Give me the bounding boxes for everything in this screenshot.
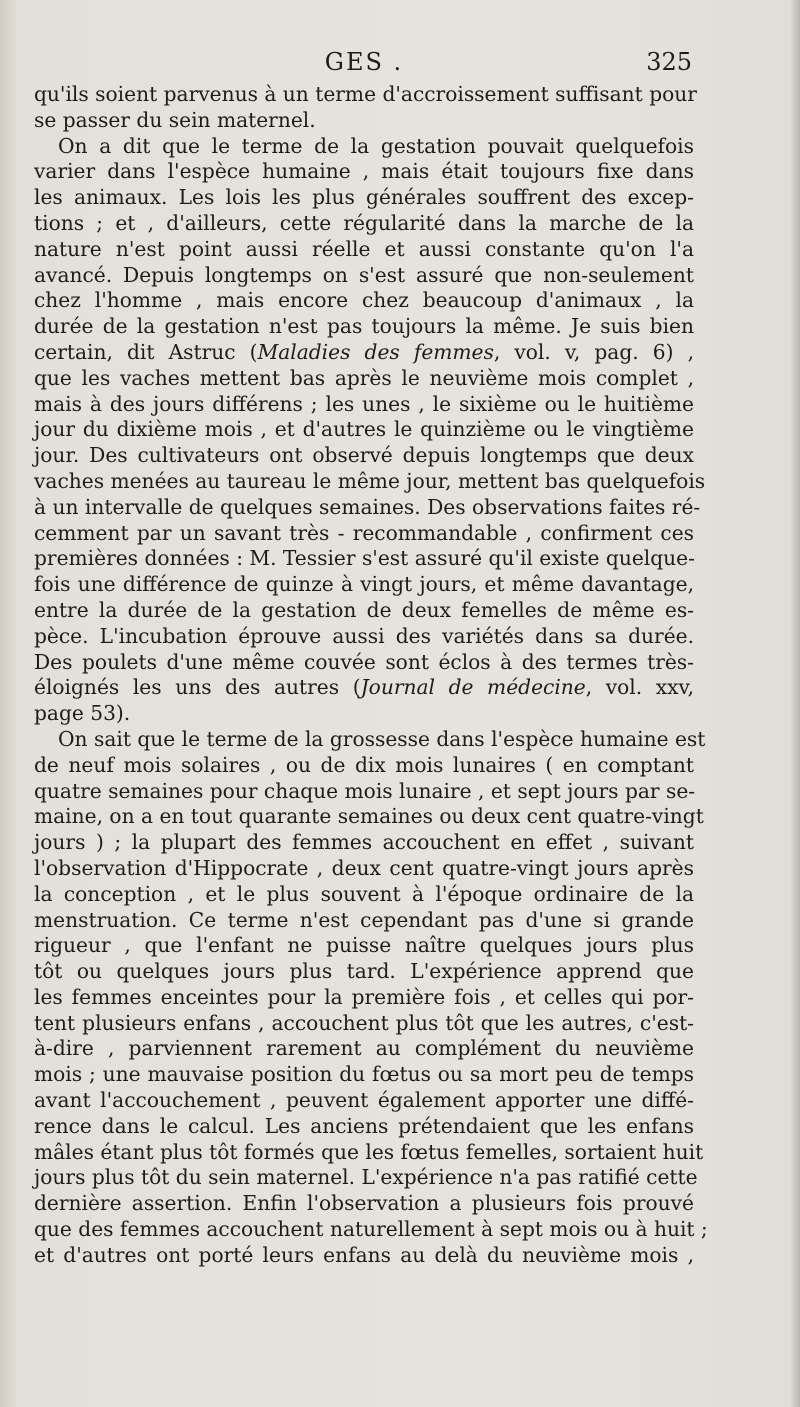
text-line: jours ) ; la plupart des femmes accouchent en effet , suivant xyxy=(34,830,694,855)
text-line: que des femmes accouchent naturellement à sept mois ou à huit ; xyxy=(34,1217,708,1242)
text-line: premières données : M. Tessier s'est assuré qu'il existe quelque- xyxy=(34,546,695,571)
text-line: Des poulets d'une même couvée sont éclos à des termes très- xyxy=(34,649,694,674)
text-line: mais à des jours différens ; les unes , le sixième ou le huitième xyxy=(34,391,694,416)
text-line: On a dit que le terme de la gestation pouvait quelquefois xyxy=(58,133,694,158)
text-line: fois une différence de quinze à vingt jours, et même davantage, xyxy=(34,572,694,597)
show-through-shadow xyxy=(40,1262,690,1382)
page-edge-shadow xyxy=(790,0,800,1407)
text-segment: éloignés les uns des autres ( xyxy=(34,675,361,700)
text-line: les animaux. Les lois les plus générales souffrent des excep- xyxy=(34,185,694,210)
text-line: page 53). xyxy=(34,701,131,726)
text-line: rigueur , que l'enfant ne puisse naître quelques jours plus xyxy=(34,933,694,958)
italic-citation: Journal de médecine xyxy=(360,675,586,700)
text-line: cemment par un savant très - recommandable , confirment ces xyxy=(34,520,694,545)
text-line: de neuf mois solaires , ou de dix mois lunaires ( en comptant xyxy=(34,752,694,777)
text-segment: certain, dit Astruc ( xyxy=(34,339,258,364)
text-line: entre la durée de la gestation de deux femelles de même es- xyxy=(34,597,694,622)
text-line: mâles étant plus tôt formés que les fœtus femelles, sortaient huit xyxy=(34,1139,704,1164)
text-line: chez l'homme , mais encore chez beaucoup d'animaux , la xyxy=(34,288,694,313)
running-head: GES . xyxy=(324,48,404,76)
text-line: nature n'est point aussi réelle et aussi constante qu'on l'a xyxy=(34,236,694,261)
text-line: jour. Des cultivateurs ont observé depuis longtemps que deux xyxy=(34,443,694,468)
text-line: vaches menées au taureau le même jour, mettent bas quelquefois xyxy=(34,468,706,493)
text-line: maine, on a en tout quarante semaines ou deux cent quatre-vingt xyxy=(34,804,704,829)
text-segment: , vol. v, pag. 6) , xyxy=(493,339,694,364)
text-line: que les vaches mettent bas après le neuvième mois complet , xyxy=(34,365,694,390)
text-line: qu'ils soient parvenus à un terme d'accroissement suffisant pour xyxy=(34,82,697,106)
text-line: tions ; et , d'ailleurs, cette régularité dans la marche de la xyxy=(34,210,694,235)
page-number: 325 xyxy=(646,48,692,76)
text-line: la conception , et le plus souvent à l'époque ordinaire de la xyxy=(34,881,694,906)
text-line: mois ; une mauvaise position du fœtus ou sa mort peu de temps xyxy=(34,1062,694,1087)
page-header xyxy=(36,44,692,80)
text-line: quatre semaines pour chaque mois lunaire , et sept jours par se- xyxy=(34,778,696,803)
text-line: à-dire , parviennent rarement au complément du neuvième xyxy=(34,1036,694,1061)
text-line: les femmes enceintes pour la première fois , et celles qui por- xyxy=(34,984,694,1009)
text-line: On sait que le terme de la grossesse dans l'espèce humaine est xyxy=(58,726,706,751)
italic-citation: Maladies des femmes xyxy=(257,339,494,364)
text-line: se passer du sein maternel. xyxy=(34,107,316,132)
text-line: pèce. L'incubation éprouve aussi des variétés dans sa durée. xyxy=(34,623,694,648)
text-line: à un intervalle de quelques semaines. Des observations faites ré- xyxy=(34,494,701,519)
text-line: dernière assertion. Enfin l'observation a plusieurs fois prouvé xyxy=(34,1191,694,1216)
text-line: menstruation. Ce terme n'est cependant pas d'une si grande xyxy=(34,907,694,932)
text-line: avant l'accouchement , peuvent également apporter une diffé- xyxy=(34,1088,694,1113)
text-line: varier dans l'espèce humaine , mais était toujours fixe dans xyxy=(34,159,694,184)
text-line: durée de la gestation n'est pas toujours la même. Je suis bien xyxy=(34,314,694,339)
text-line xyxy=(34,675,694,701)
text-line: l'observation d'Hippocrate , deux cent quatre-vingt jours après xyxy=(34,855,694,880)
text-segment: , vol. xxv, xyxy=(585,675,694,700)
text-line: tôt ou quelques jours plus tard. L'expérience apprend que xyxy=(34,959,694,984)
text-line xyxy=(34,340,694,366)
body-text xyxy=(34,82,708,1269)
text-line: tent plusieurs enfans , accouchent plus tôt que les autres, c'est- xyxy=(34,1010,694,1035)
text-line: jour du dixième mois , et d'autres le quinzième ou le vingtième xyxy=(34,417,694,442)
text-line: avancé. Depuis longtemps on s'est assuré que non-seulement xyxy=(34,262,694,287)
text-line: rence dans le calcul. Les anciens prétendaient que les enfans xyxy=(34,1113,694,1138)
text-line: jours plus tôt du sein maternel. L'expérience n'a pas ratifié cette xyxy=(34,1165,698,1190)
text-line: et d'autres ont porté leurs enfans au delà du neuvième mois , xyxy=(34,1242,694,1267)
